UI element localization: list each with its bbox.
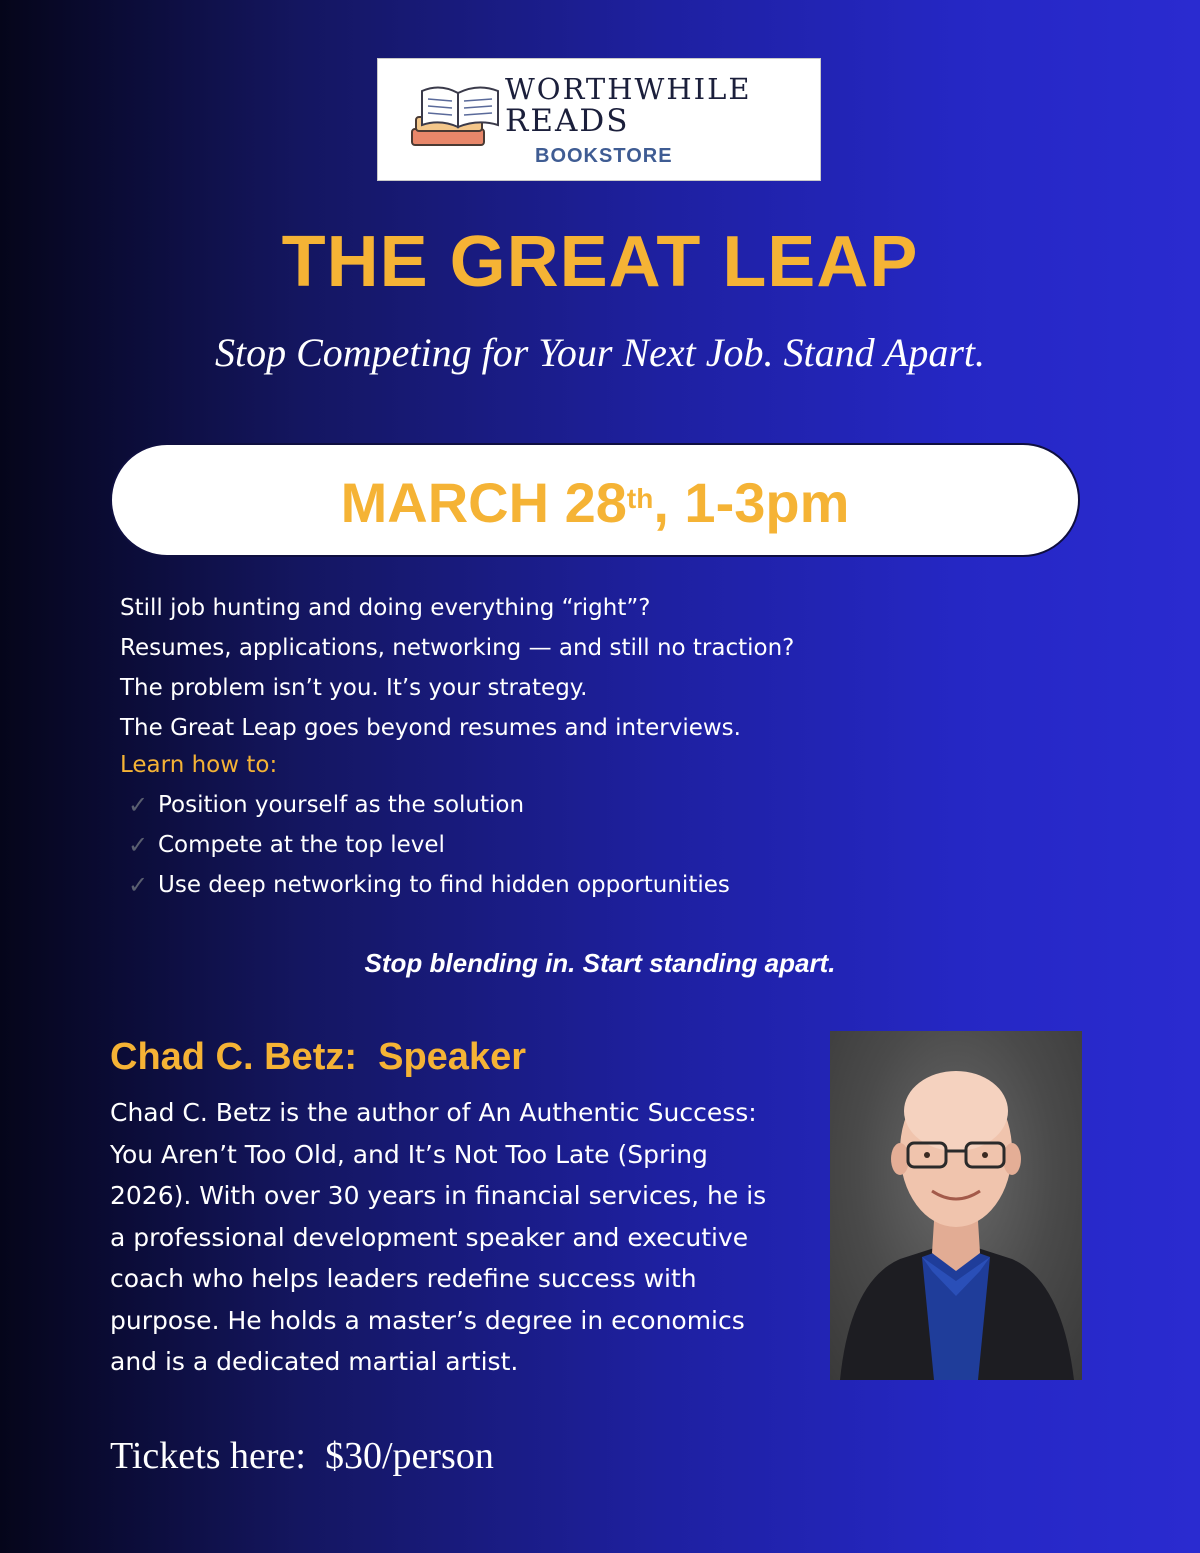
speaker-heading: Chad C. Betz: Speaker (110, 1036, 526, 1078)
logo-text-bookstore: BOOKSTORE (535, 145, 673, 167)
date-time: , 1-3pm (653, 471, 850, 534)
speaker-portrait (830, 1031, 1082, 1380)
tickets-info[interactable]: Tickets here: $30/person (110, 1435, 494, 1477)
list-item-text: Compete at the top level (158, 832, 445, 858)
checkmark-icon: ✓ (128, 871, 149, 899)
bio-line: a professional development speaker and executive (110, 1222, 749, 1252)
bio-line: purpose. He holds a master’s degree in economics (110, 1305, 745, 1335)
date-ordinal: th (626, 483, 654, 514)
speaker-bio (110, 1092, 810, 1383)
list-item (128, 825, 730, 865)
bio-line: 2026). With over 30 years in financial services, he is (110, 1181, 767, 1210)
open-book-icon (408, 79, 508, 159)
checkmark-icon: ✓ (128, 831, 149, 859)
learning-list (128, 785, 730, 905)
bio-line: coach who helps leaders redefine success with (110, 1264, 697, 1293)
bio-line: and is a dedicated martial artist. (110, 1347, 519, 1376)
event-subtitle: Stop Competing for Your Next Job. Stand Apart. (214, 330, 986, 375)
learn-label: Learn how to: (120, 752, 278, 778)
event-date (341, 471, 850, 535)
list-item-text: Position yourself as the solution (158, 792, 525, 818)
tagline: Stop blending in. Start standing apart. (364, 948, 836, 978)
bio-line: You Aren’t Too Old, and It’s Not Too Late (Spring (110, 1139, 708, 1169)
intro-line: The Great Leap goes beyond resumes and interviews. (120, 715, 741, 741)
intro-paragraph (120, 588, 794, 748)
checkmark-icon: ✓ (128, 791, 149, 819)
intro-line: Still job hunting and doing everything “right”? (120, 595, 651, 621)
speaker-photo (830, 1031, 1082, 1380)
intro-line: The problem isn’t you. It’s your strategy. (120, 675, 588, 701)
list-item (128, 865, 730, 905)
logo-text-worthwhile: WORTHWHILE (505, 72, 752, 106)
intro-line: Resumes, applications, networking — and still no traction? (120, 635, 795, 661)
bookstore-logo (377, 58, 821, 181)
list-item-text: Use deep networking to find hidden opportunities (158, 872, 730, 898)
logo-text-reads: READS (505, 103, 630, 139)
list-item (128, 785, 730, 825)
event-date-banner (110, 443, 1080, 557)
event-title: THE GREAT LEAP (281, 222, 919, 302)
bio-line: Chad C. Betz is the author of An Authentic Success: (110, 1098, 757, 1127)
date-main: MARCH 28 (340, 471, 627, 534)
